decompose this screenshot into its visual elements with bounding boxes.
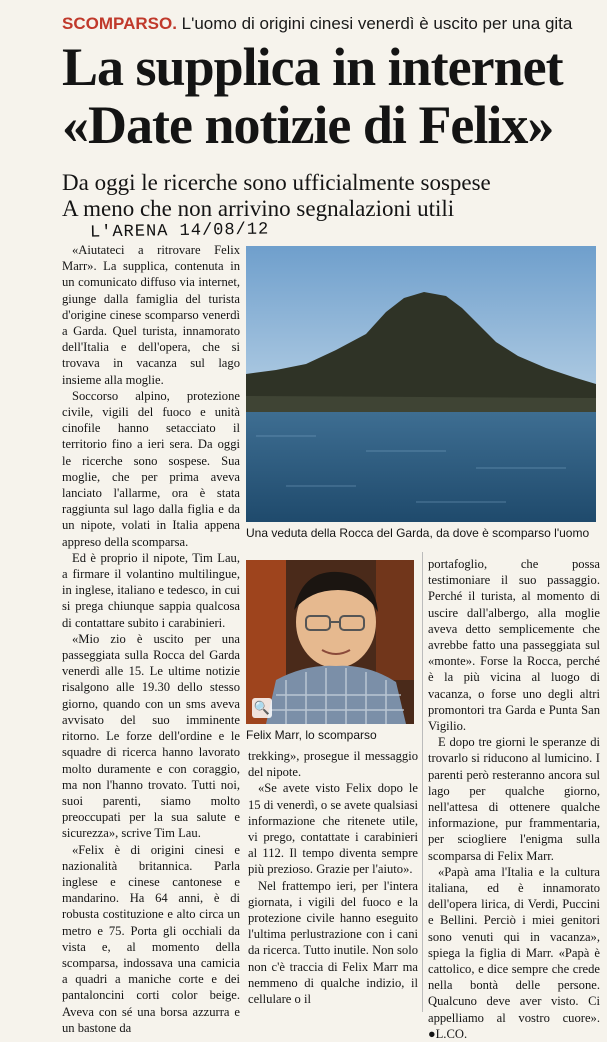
portrait-photo [246,560,414,724]
paragraph: Soccorso alpino, protezione civile, vigili del fuoco e unità cinofile hanno setacciato il territorio fino a ieri sera. Da oggi le ricerche sono sospese. Sua moglie, che per prima aveva lanciato l'allarme, ora è stata raggiunta sul lago dalla figlia e da un nipote, volati in Italia appena appreso della scomparsa. [62,388,240,549]
handwritten-date-stamp: L'ARENA 14/08/12 [89,220,270,243]
paragraph: «Aiutateci a ritrovare Felix Marr». La supplica, contenuta in un comunicato diffuso via internet, giunge dalla famiglia del turista d'origine cinese scomparso venerdì a Garda. Quel turista, innamorato dell'Italia e dell'opera, che si trovava in vacanza sul lago insieme alla moglie. [62,243,240,387]
article-column-3 [428,556,600,1042]
article-column-2 [248,748,418,1007]
headline-line-1: La supplica in internet [62,37,563,97]
magnifier-icon[interactable]: 🔍 [252,698,272,718]
paragraph: portafoglio, che possa testimoniare il suo passaggio. Perché il turista, al momento di uscire dall'albergo, alla moglie aveva detto semplicemente che avrebbe fatto una passeggiata sul «monte». Forse la Rocca, perché è la più vicina al luogo di vacanza, o forse uno degli altri promontori tra Garda e Punta San Vigilio. [428,557,600,734]
article-column-1 [62,242,240,1036]
kicker-label: SCOMPARSO. [62,14,177,33]
paragraph: «Felix è di origini cinesi e nazionalità britannica. Parla inglese e cinese cantonese e mandarino. Ha 64 anni, è di robusta costituzione e alto circa un metro e 75. Porta gli occhiali da vista e, al momento della scomparsa, indossava una camicia a quadri a maniche corte e dei pantaloncini corti color beige. Aveva con sé una borsa azzurra e un bastone da [62,842,240,1035]
deck-line-2: A meno che non arrivino segnalazioni utili [62,196,455,221]
paragraph: Ed è proprio il nipote, Tim Lau, a firmare il volantino multilingue, in inglese, italiano e tedesco, in cui si prega chiunque sappia qualcosa di contattare subito i carabinieri. [62,550,240,630]
paragraph: «Se avete visto Felix dopo le 15 di venerdì, o se avete qualsiasi informazione che ritenete utile, vi prego, contattate i carabinieri al 112. Il tempo diventa sempre più prezioso. Grazie per l'aiuto». [248,781,418,877]
portrait-caption: Felix Marr, lo scomparso [246,728,377,742]
paragraph: «Mio zio è uscito per una passeggiata sulla Rocca del Garda venerdì alle 15. Le ultime notizie risalgono alle 19.30 dello stesso giorno, quando con un sms aveva avvisato del suo imminente ritorno. Le forze dell'ordine e le squadre di ricerca hanno lavorato molto duramente e con coraggio, ma non l'hanno trovato. Tutti noi, suoi parenti, siamo molto preoccupati per la sua salute e sicurezza», scrive Tim Lau. [62,631,240,841]
kicker [62,14,572,34]
paragraph: trekking», prosegue il messaggio del nipote. [248,749,418,780]
paragraph: Nel frattempo ieri, per l'intera giornata, i vigili del fuoco e la protezione civile hanno eseguito l'ultima perlustrazione con i cani da ricerca. Tutto inutile. Non solo non c'è traccia di Felix Marr ma nemmeno di qualche indizio, il cellulare o il [248,878,418,1007]
paragraph: E dopo tre giorni le speranze di trovarlo si riducono al lumicino. I parenti però resteranno ancora sul lago per qualche giorno, nell'attesa di ottenere qualche informazione, pur frammentaria, per sciogliere l'enigma sulla scomparsa di Felix Marr. [428,735,600,863]
column-divider [422,552,423,1012]
lake-photo-caption: Una veduta della Rocca del Garda, da dove è scomparso l'uomo [246,526,590,540]
headline-line-2: «Date notizie di Felix» [62,95,554,155]
deck-line-1: Da oggi le ricerche sono ufficialmente sospese [62,170,491,195]
rocca-del-garda-image [246,246,596,522]
kicker-text: L'uomo di origini cinesi venerdì è uscito per una gita [181,14,573,33]
paragraph: «Papà ama l'Italia e la cultura italiana, ed è innamorato dell'opera lirica, di Verdi, Puccini e Bellini. Perciò i miei genitori sono venuti qui in vacanza», spiega la figlia di Marr. «Papà è cattolico, e dice sempre che crede nella bontà delle persone. Qualcuno deve aver visto. Ci appelliamo al vostro cuore». ●L.CO. [428,864,600,1041]
lake-photo [246,246,596,522]
